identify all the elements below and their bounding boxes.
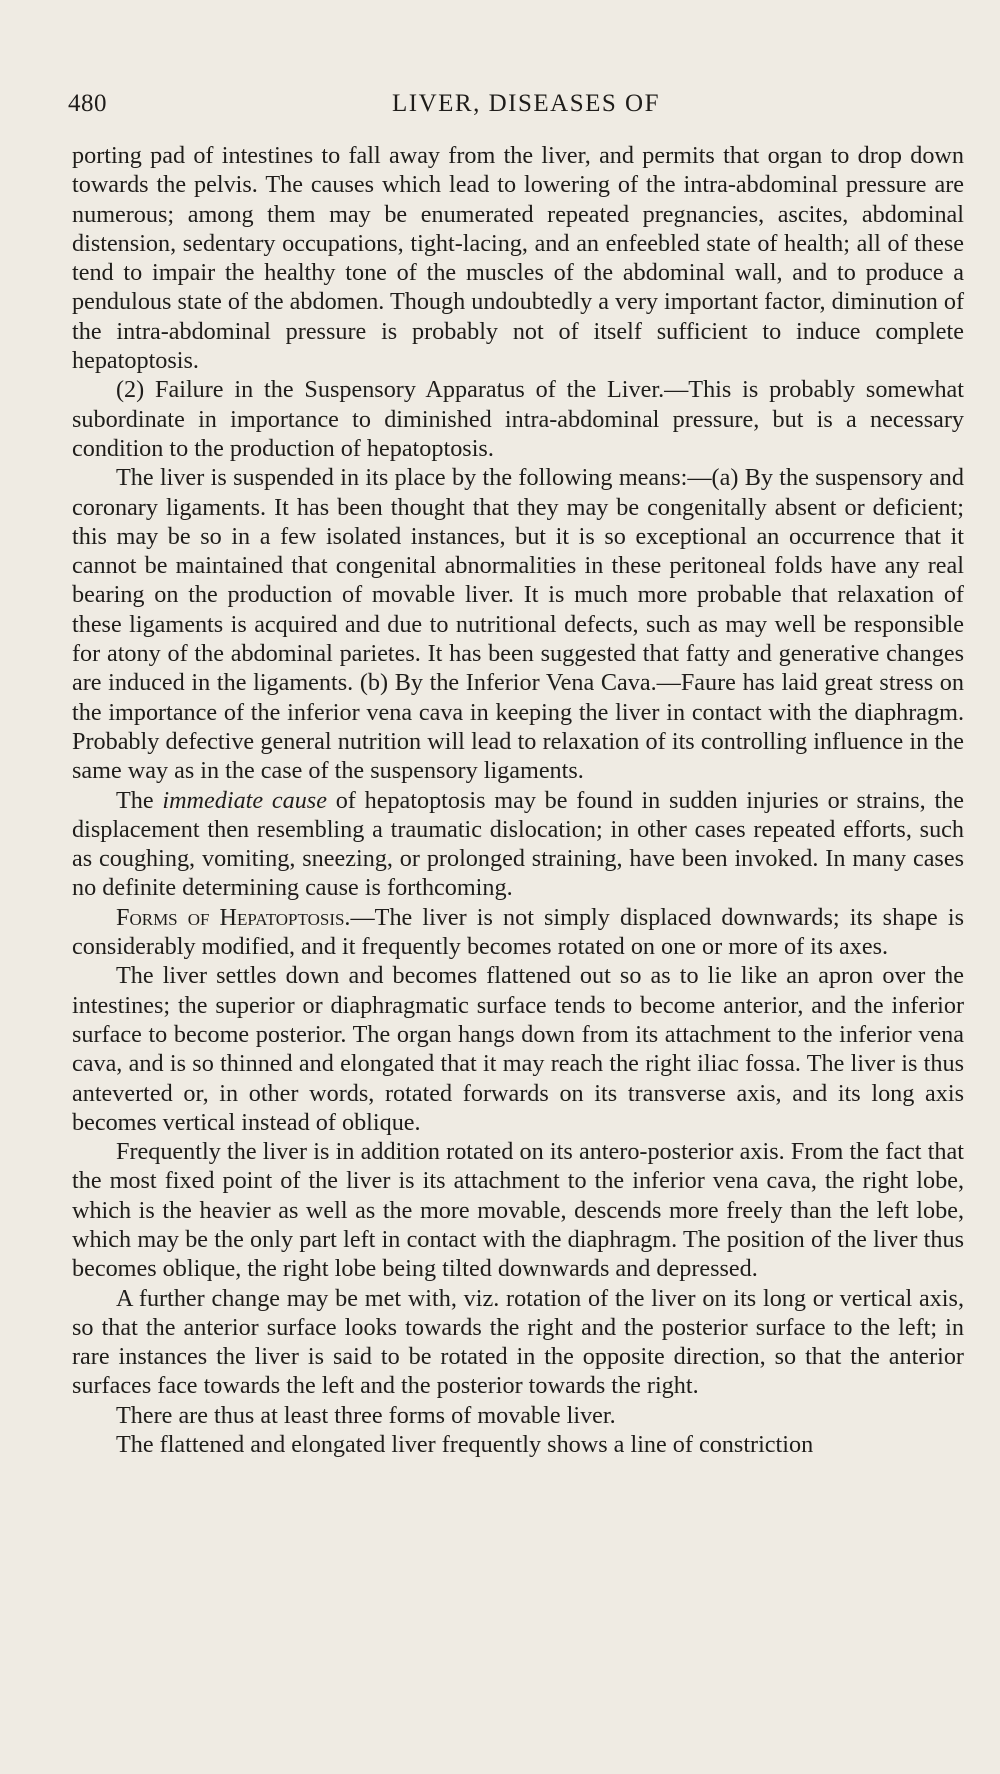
page-number: 480 bbox=[68, 90, 107, 117]
section-heading: Forms of Hepatoptosis. bbox=[116, 903, 351, 931]
paragraph-forms-of-hepatoptosis bbox=[72, 903, 964, 962]
paragraph-line-of-constriction: The flattened and elongated liver frequently shows a line of constriction bbox=[116, 1431, 814, 1459]
page-header bbox=[68, 90, 964, 130]
immediate-cause-emphasis: immediate cause bbox=[162, 786, 327, 814]
paragraph-suspensory-apparatus: (2) Failure in the Suspensory Apparatus of the Liver.—This is probably somewhat subordinate in importance to diminished intra-abdominal pressure, but is a necessary condition to the production of hepatoptosis. bbox=[72, 376, 964, 462]
paragraph-antero-posterior-rotation: Frequently the liver is in addition rotated on its antero-posterior axis. From the fact that the most fixed point of the liver is its attachment to the inferior vena cava, the right lobe, which is the heavier as well as the more movable, descends more freely than the left lobe, which may be the only part left in contact with the diaphragm. The position of the liver thus becomes oblique, the right lobe being tilted downwards and depressed. bbox=[72, 1138, 964, 1283]
paragraph-suspension-means: The liver is suspended in its place by the following means:—(a) By the suspensory and coronary ligaments. It has been thought that they may be congenitally absent or deficient; this may be so in a few isolated instances, but it is so exceptional an occurrence that it cannot be maintained that congenital abnormalities in these peritoneal folds have any real bearing on the production of movable liver. It is much more probable that relaxation of these ligaments is acquired and due to nutritional defects, such as may well be responsible for atony of the abdominal parietes. It has been suggested that fatty and generative changes are induced in the ligaments. (b) By the Inferior Vena Cava.—Faure has laid great stress on the importance of the inferior vena cava in keeping the liver in contact with the diaphragm. Probably defective general nutrition will lead to relaxation of its controlling influence in the same way as in the case of the suspensory ligaments. bbox=[72, 464, 964, 785]
forms-text: —The liver is not simply displaced downwards; its shape is considerably modified, and it frequently becomes rotated on one or more of its axes. bbox=[72, 903, 964, 961]
paragraph-three-forms: There are thus at least three forms of movable liver. bbox=[116, 1401, 616, 1429]
paragraph-vertical-axis-rotation: A further change may be met with, viz. rotation of the liver on its long or vertical axis, so that the anterior surface looks towards the right and the posterior surface to the left; in rare instances the liver is said to be rotated in the opposite direction, so that the anterior surfaces face towards the left and the posterior towards the right. bbox=[72, 1284, 964, 1400]
immediate-cause-lead: The bbox=[116, 786, 163, 814]
paragraph-intra-abdominal-pressure: porting pad of intestines to fall away from the liver, and permits that organ to drop down towards the pelvis. The causes which lead to lowering of the intra-abdominal pressure are numerous; among them may be enumerated repeated pregnancies, ascites, abdominal distension, sedentary occupations, tight-lacing, and an enfeebled state of health; all of these tend to impair the healthy tone of the muscles of the abdominal wall, and to produce a pendulous state of the abdomen. Though undoubtedly a very important factor, diminution of the intra-abdominal pressure is probably not of itself sufficient to induce complete hepatoptosis. bbox=[72, 142, 964, 375]
paragraph-immediate-cause bbox=[72, 786, 964, 903]
paragraph-flattened-liver: The liver settles down and becomes flattened out so as to lie like an apron over the intestines; the superior or diaphragmatic surface tends to become anterior, and the inferior surface to become posterior. The organ hangs down from its attachment to the inferior vena cava, and is so thinned and elongated that it may reach the right iliac fossa. The liver is thus anteverted or, in other words, rotated forwards on its transverse axis, and its long axis becomes vertical instead of oblique. bbox=[72, 962, 964, 1136]
running-head: LIVER, DISEASES OF bbox=[392, 90, 660, 117]
immediate-cause-text: of hepatoptosis may be found in sudden injuries or strains, the displacement then resembling a traumatic dislocation; in other cases repeated efforts, such as coughing, vomiting, sneezing, or prolonged straining, have been invoked. In many cases no definite determining cause is forthcoming. bbox=[72, 786, 965, 902]
body-text bbox=[72, 141, 964, 1459]
